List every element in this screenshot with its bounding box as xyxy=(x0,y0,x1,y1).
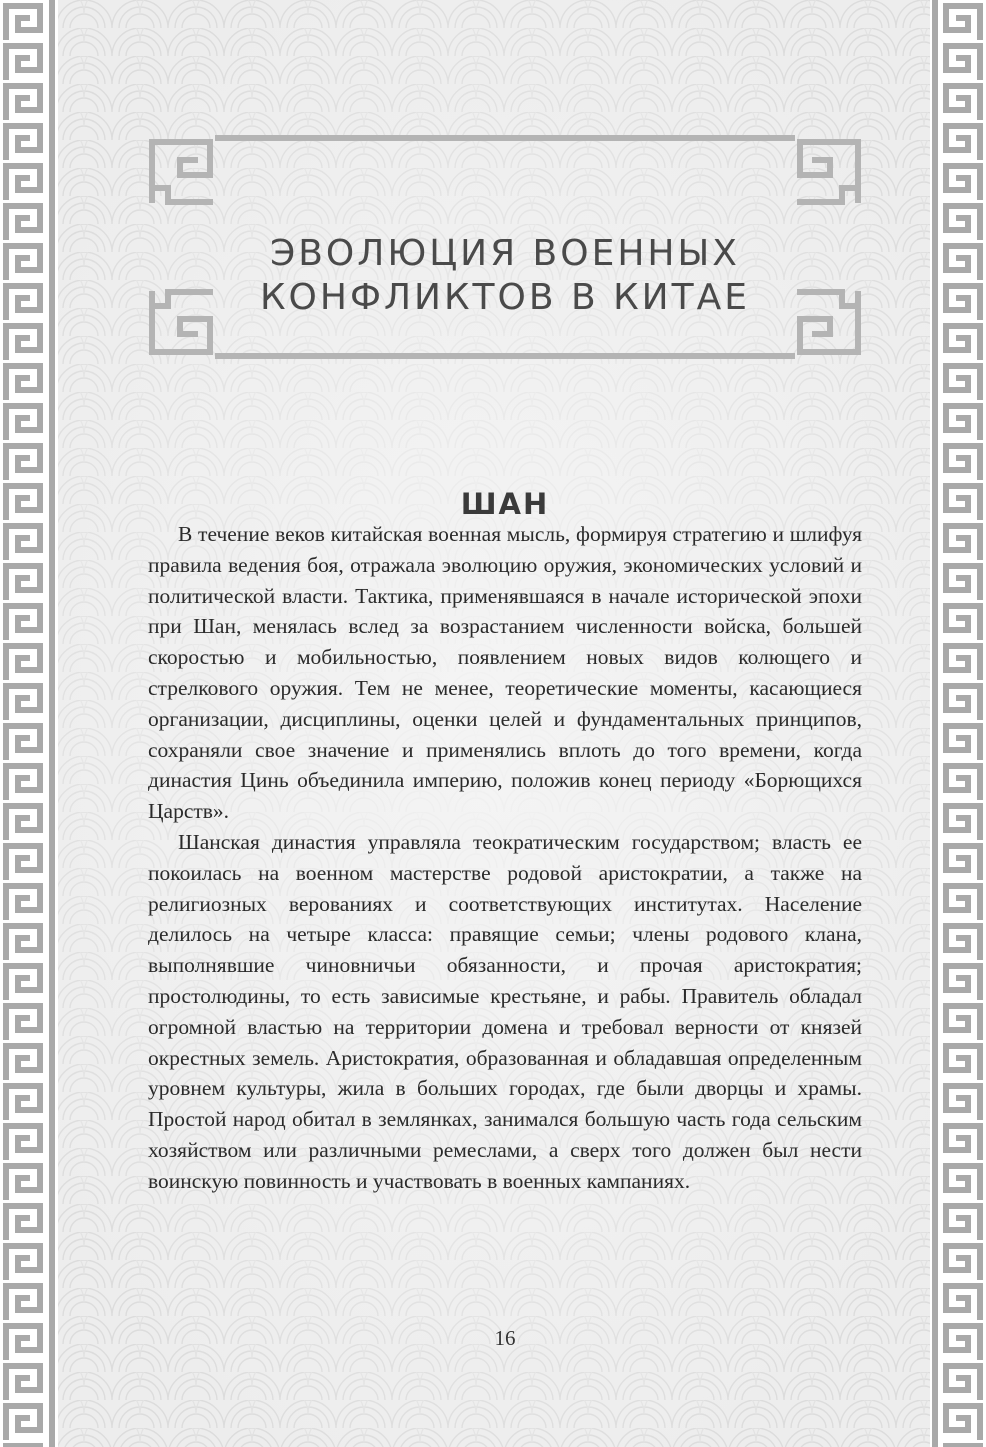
greek-key-border-icon xyxy=(930,0,986,1447)
page-number: 16 xyxy=(494,1326,516,1350)
paragraph: В течение веков китайская военная мысль, формируя стратегию и шлифуя правила ведения боя, отражала эволюцию оружия, экономических условий и политической власти. Тактика, применявшаяся в начале исторической эпохи при Шан, менялась вслед за возрастанием численности войска, большей скоростью и мобильностью, появлением новых видов колющего и стрелкового оружия. Тем не менее, теоретические моменты, касающиеся организации, дисциплины, оценки целей и фундаментальных принципов, сохраняли свое значение и применялись вплоть до того времени, когда династия Цинь объединила империю, положив конец периоду «Борющихся Царств». xyxy=(148,522,862,824)
chapter-title xyxy=(150,232,860,320)
section-title: ШАН xyxy=(460,487,550,522)
meander-corner-icon xyxy=(800,142,858,202)
greek-key-border-icon xyxy=(0,0,58,1447)
body-text xyxy=(148,519,862,1197)
chapter-title-line-1: ЭВОЛЮЦИЯ ВОЕННЫХ xyxy=(270,233,740,275)
meander-corner-icon xyxy=(152,142,210,202)
paragraph: Шанская династия управляла теократическим государством; власть ее покоилась на военном мастерстве родовой аристократии, а также на религиозных верованиях и соответствующих институтах. Население делилось на четыре класса: правящие семьи; члены родового клана, выполнявшие чиновничьи обязанности, и прочая аристократия; простолюдины, то есть зависимые крестьяне, и рабы. Правитель обладал огромной властью на территории домена и требовал верности от князей окрестных земель. Аристократия, образованная и обладавшая определенным уровнем культуры, жила в больших городах, где были дворцы и храмы. Простой народ обитал в землянках, занимался большую часть года сельским хозяйством или различными ремеслами, а сверх того должен был нести воинскую повинность и участвовать в военных кампаниях. xyxy=(148,829,862,1193)
chapter-title-line-2: КОНФЛИКТОВ В КИТАЕ xyxy=(260,277,750,319)
